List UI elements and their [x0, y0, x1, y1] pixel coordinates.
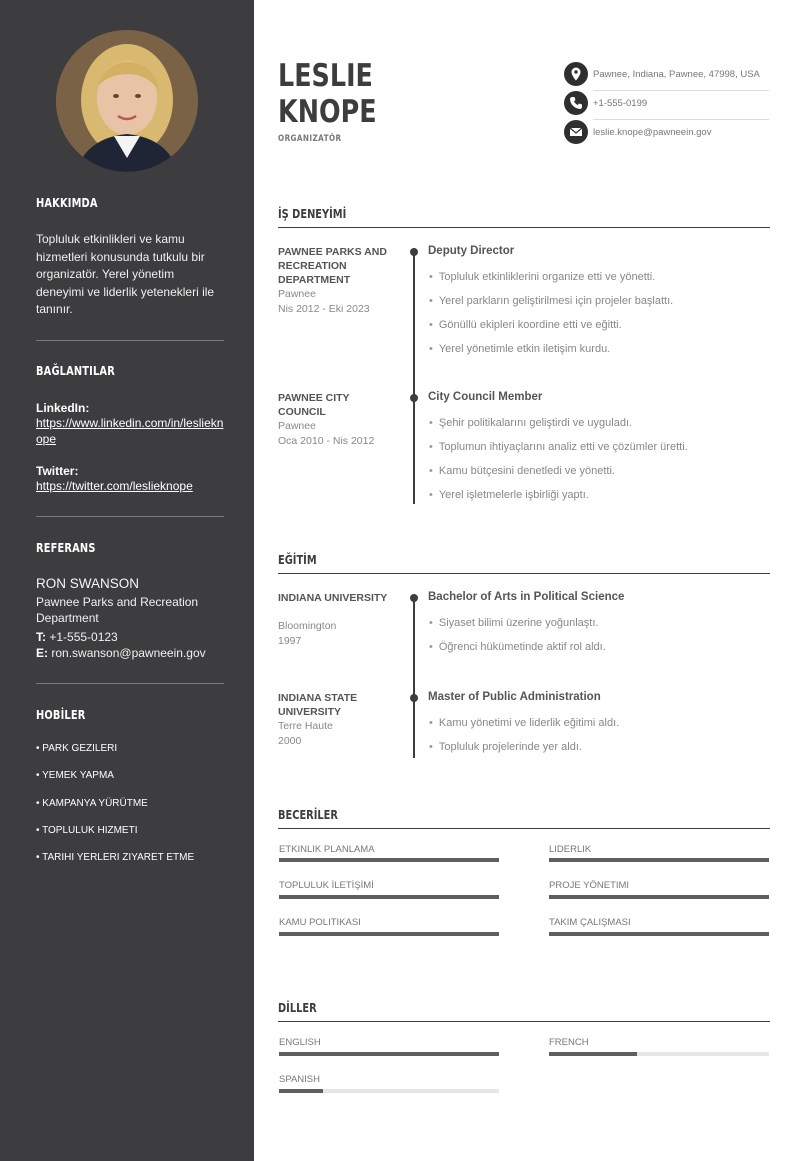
- skill-label: LIDERLIK: [549, 844, 592, 855]
- education-degree: Bachelor of Arts in Political Science: [428, 591, 625, 603]
- section-rule: [278, 828, 770, 829]
- skill-label: KAMU POLITIKASI: [279, 917, 361, 928]
- hobby-item: • YEMEK YAPMA: [36, 770, 114, 781]
- contact-phone: [564, 91, 769, 119]
- experience-bullet: • Şehir politikalarını geliştirdi ve uyguladı.: [429, 417, 632, 429]
- language-bar-fill: [279, 1052, 499, 1056]
- education-degree: Master of Public Administration: [428, 691, 601, 703]
- reference-org: Pawnee Parks and Recreation Department: [36, 595, 199, 625]
- hobby-item: • TOPLULUK HIZMETI: [36, 825, 138, 836]
- education-bullet: • Topluluk projelerinde yer aldı.: [429, 741, 582, 753]
- skill-label: TAKIM ÇALIŞMASI: [549, 917, 631, 928]
- education-title: EĞİTİM: [278, 553, 317, 567]
- skills-title: BECERİLER: [278, 808, 338, 822]
- skill-bar-fill: [549, 858, 769, 862]
- education-bullet: • Kamu yönetimi ve liderlik eğitimi aldı.: [429, 717, 619, 729]
- experience-bullet: • Toplumun ihtiyaçlarını analiz etti ve çözümler üretti.: [429, 441, 688, 453]
- language-bar: [549, 1052, 769, 1056]
- phone-icon: [564, 91, 588, 115]
- candidate-role: ORGANIZATÖR: [278, 134, 342, 144]
- reference-email-label: E:: [36, 646, 48, 660]
- about-section: [36, 196, 224, 210]
- reference-phone-label: T:: [36, 630, 46, 644]
- skill-bar-fill: [279, 932, 499, 936]
- experience-bullet: • Gönüllü ekipleri koordine etti ve eğitti.: [429, 319, 622, 331]
- divider: [36, 340, 224, 341]
- language-bar: [279, 1052, 499, 1056]
- education-location: Terre Haute: [278, 720, 333, 732]
- experience-bullet: • Topluluk etkinliklerini organize etti ve yönetti.: [429, 271, 655, 283]
- experience-location: Pawnee: [278, 420, 316, 432]
- education-dates: 1997: [278, 635, 302, 647]
- skill-label: TOPLULUK İLETİŞİMİ: [279, 880, 374, 891]
- timeline-line: [413, 596, 415, 758]
- skill-bar: [549, 895, 769, 899]
- timeline-dot: [410, 594, 418, 602]
- education-bullet: • Öğrenci hükümetinde aktif rol aldı.: [429, 641, 606, 653]
- skill-bar: [549, 858, 769, 862]
- contact-address: [564, 62, 769, 90]
- experience-org: PAWNEE PARKS AND RECREATION DEPARTMENT: [278, 246, 387, 286]
- about-title: HAKKIMDA: [36, 196, 98, 210]
- reference-phone: +1-555-0123: [49, 630, 118, 644]
- timeline-dot: [410, 394, 418, 402]
- twitter-label: Twitter:: [36, 464, 79, 478]
- education-bullet: • Siyaset bilimi üzerine yoğunlaştı.: [429, 617, 598, 629]
- divider: [36, 516, 224, 517]
- experience-bullet: • Yerel işletmelerle işbirliği yaptı.: [429, 489, 589, 501]
- hobby-item: • PARK GEZILERI: [36, 743, 118, 754]
- reference-block: [36, 576, 224, 661]
- skill-bar: [279, 932, 499, 936]
- section-rule: [278, 1021, 770, 1022]
- section-rule: [278, 573, 770, 574]
- contact-email-text[interactable]: leslie.knope@pawneein.gov: [593, 127, 712, 138]
- contact-address-text: Pawnee, Indiana, Pawnee, 47998, USA: [593, 69, 760, 80]
- links-title: BAĞLANTILAR: [36, 364, 115, 378]
- timeline-dot: [410, 694, 418, 702]
- reference-phone-row: [36, 629, 224, 645]
- hobby-item: • KAMPANYA YÜRÜTME: [36, 798, 148, 809]
- hobbies-section: [36, 708, 224, 722]
- experience-bullet: • Yerel yönetimle etkin iletişim kurdu.: [429, 343, 610, 355]
- language-label: FRENCH: [549, 1037, 589, 1048]
- experience-position: City Council Member: [428, 391, 543, 403]
- reference-email: ron.swanson@pawneein.gov: [51, 646, 206, 660]
- links-section: [36, 364, 224, 378]
- skill-bar-fill: [279, 858, 499, 862]
- skill-bar-fill: [549, 932, 769, 936]
- reference-name: RON SWANSON: [36, 576, 140, 591]
- experience-location: Pawnee: [278, 288, 316, 300]
- timeline-dot: [410, 248, 418, 256]
- languages-title: DİLLER: [278, 1001, 317, 1015]
- linkedin-link[interactable]: https://www.linkedin.com/in/leslieknope: [36, 416, 224, 446]
- skill-bar: [279, 858, 499, 862]
- experience-dates: Oca 2010 - Nis 2012: [278, 435, 375, 447]
- education-location: Bloomington: [278, 620, 337, 632]
- about-text-block: [36, 231, 224, 319]
- twitter-block: [36, 464, 224, 494]
- skill-bar: [549, 932, 769, 936]
- skill-bar-fill: [279, 895, 499, 899]
- contact-phone-text: +1-555-0199: [593, 98, 648, 109]
- twitter-link[interactable]: https://twitter.com/leslieknope: [36, 479, 193, 493]
- experience-position: Deputy Director: [428, 245, 515, 257]
- reference-section: [36, 541, 224, 555]
- language-label: ENGLISH: [279, 1037, 321, 1048]
- education-dates: 2000: [278, 735, 302, 747]
- first-name: LESLIE: [278, 58, 373, 94]
- skill-bar-fill: [549, 895, 769, 899]
- about-text: Topluluk etkinlikleri ve kamu hizmetleri konusunda tutkulu bir organizatör. Yerel yönetim deneyimi ve liderlik yetenekleri ile tanınır.: [36, 232, 215, 316]
- experience-bullet: • Kamu bütçesini denetledi ve yönetti.: [429, 465, 615, 477]
- language-bar: [279, 1089, 499, 1093]
- language-bar-fill: [549, 1052, 637, 1056]
- envelope-icon: [564, 120, 588, 144]
- language-label: SPANISH: [279, 1074, 321, 1085]
- sidebar: [0, 0, 254, 1161]
- divider: [36, 683, 224, 684]
- experience-title: İŞ DENEYİMİ: [278, 207, 347, 221]
- hobby-item: • TARIHI YERLERI ZIYARET ETME: [36, 852, 195, 863]
- contact-email: [564, 120, 769, 148]
- experience-dates: Nis 2012 - Eki 2023: [278, 303, 370, 315]
- experience-bullet: • Yerel parkların geliştirilmesi için projeler başlattı.: [429, 295, 673, 307]
- education-org: INDIANA UNIVERSITY: [278, 592, 388, 604]
- candidate-name: [278, 58, 377, 130]
- reference-email-row: [36, 645, 224, 661]
- linkedin-block: [36, 401, 224, 447]
- linkedin-label: LinkedIn:: [36, 401, 90, 415]
- skill-bar: [279, 895, 499, 899]
- language-bar-fill: [279, 1089, 323, 1093]
- education-org: INDIANA STATE UNIVERSITY: [278, 692, 358, 718]
- skill-label: ETKINLIK PLANLAMA: [279, 844, 375, 855]
- hobbies-title: HOBİLER: [36, 708, 86, 722]
- experience-org: PAWNEE CITY COUNCIL: [278, 392, 350, 418]
- section-rule: [278, 227, 770, 228]
- last-name: KNOPE: [278, 94, 377, 130]
- timeline-line: [413, 250, 415, 504]
- profile-photo: [56, 30, 198, 172]
- reference-title: REFERANS: [36, 541, 96, 555]
- skill-label: PROJE YÖNETIMI: [549, 880, 630, 891]
- location-pin-icon: [564, 62, 588, 86]
